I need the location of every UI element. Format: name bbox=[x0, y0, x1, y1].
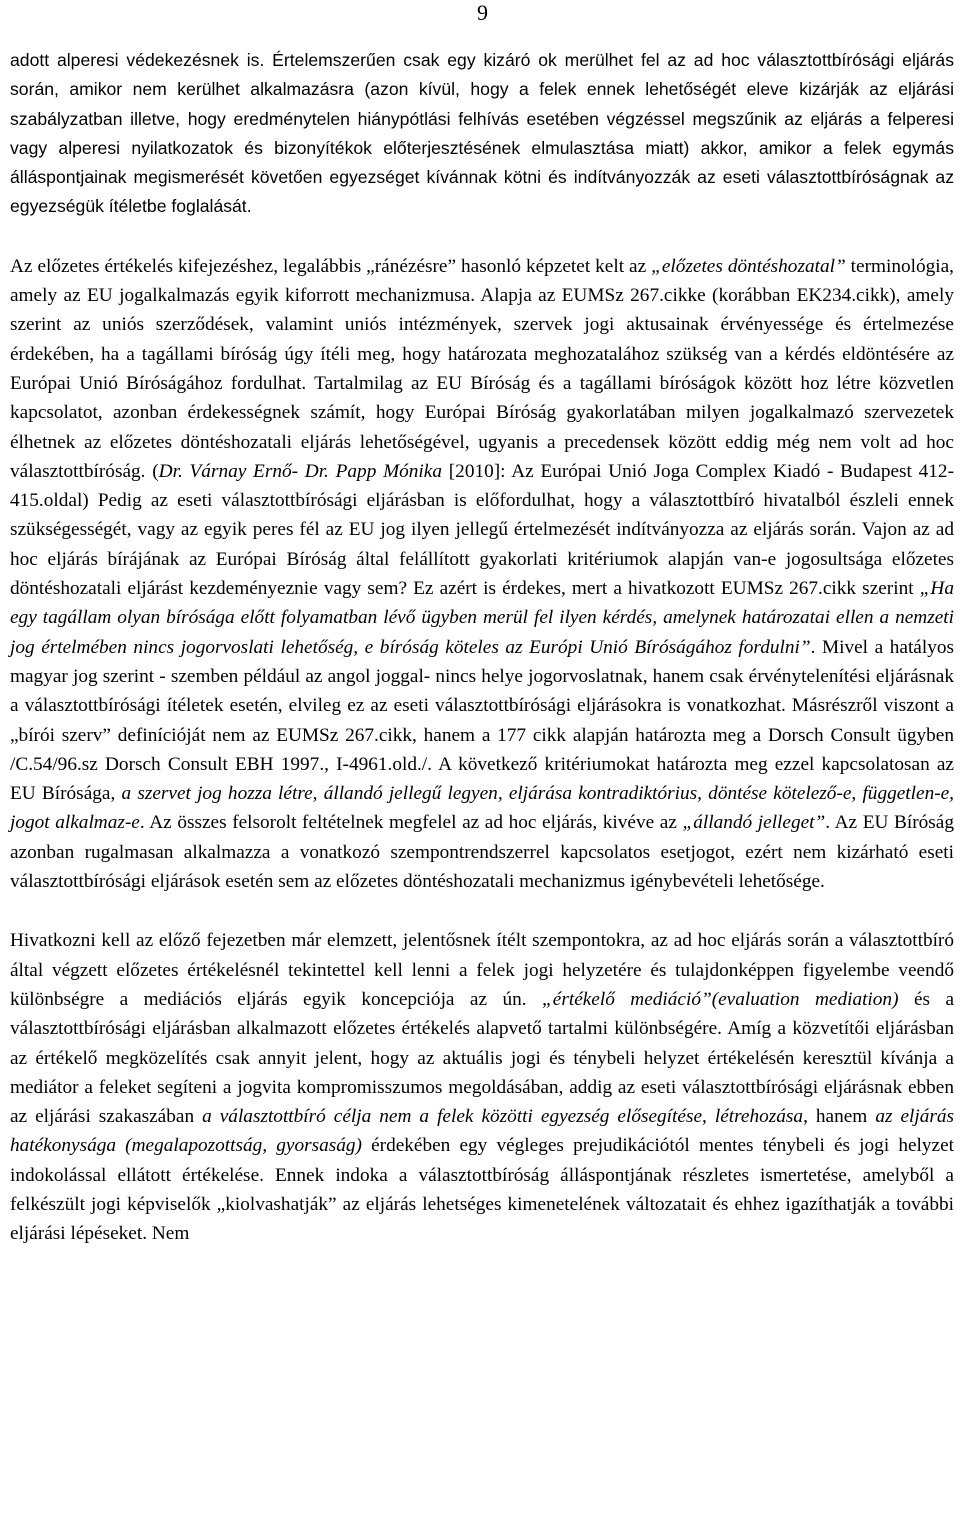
text-run: , bbox=[702, 1106, 715, 1128]
text-run: . Mivel a hatályos magyar jog szerint - szemben például az angol joggal- nincs helye jogorvoslatnak, hanem csak érvénytelenítési eljárásnak a választottbírósági ítéletek esetén, elvileg ez az eseti választottbírósági eljárásokra is vonatkozhat. Másrészről viszont a „bírói szerv” definícióját nem az EUMSz 267.cikk, hanem a 177 cikk alapján határozta meg a Dorsch Consult ügyben /C.54/96.sz Dorsch Consult EBH 1997., I-4961.old./. A következő kritériumokat határozta meg ezzel kapcsolatosan az EU Bírósága, bbox=[10, 636, 954, 805]
text-run: érdekében egy végleges prejudikációtól mentes ténybeli és jogi helyzet indokolással ellátott értékelése. Ennek indoka a választottbíróság álláspontjának részletes ismertetése, amelyből a felkészült jogi képviselők „kiolvashatják” az eljárás lehetséges kimenetelének változatait és ehhez igazíthatják a további eljárási lépéseket. Nem bbox=[10, 1135, 954, 1245]
document-body bbox=[10, 46, 954, 1249]
text-run: Az előzetes értékelés kifejezéshez, legalábbis „ránézésre” hasonló képzetet kelt az bbox=[10, 255, 652, 277]
text-run: és a választottbírósági eljárásban alkalmazott előzetes értékelés alapvető tartalmi különbségére. Amíg a közvetítői eljárásban az értékelő megközelítés csak annyit jelent, hogy az aktuális jogi és ténybeli helyzet értékelésén keresztül kívánja a mediátor a feleket segíteni a jogvita kompromisszumos megoldásában, addig az eseti választottbírósági eljárásnak ebben az eljárási szakaszában bbox=[10, 988, 955, 1128]
italic-text-run: Dr. Várnay Ernő- Dr. Papp Mónika bbox=[158, 460, 442, 482]
paragraph-1 bbox=[10, 46, 954, 222]
italic-text-run: a szervet jog hozza létre, állandó jellegű legyen, eljárása kontradiktórius, döntése kötelező-e, független-e, jogot alkalmaz-e bbox=[10, 783, 955, 834]
text-run: terminológia, amely az EU jogalkalmazás egyik kiforrott mechanizmusa. Alapja az EUMSz 267.cikke (korábban EK234.cikk), amely szerint az uniós szerződések, valamint uniós intézmények, szervek jogi aktusainak érvényessége és értelmezése érdekében, ha a tagállami bíróság úgy ítéli meg, hogy határozata meghozatalához szükség van a kérdés eldöntésére az Európai Unió Bíróságához fordulhat. Tartalmilag az EU Bíróság és a tagállami bíróságok között hoz létre közvetlen kapcsolatot, azonban érdekességnek számít, hogy Európai Bíróság gyakorlatában milyen jogalkalmazó szervezetek élhetnek az előzetes döntéshozatali eljárás lehetőségével, ugyanis a precedensek között eddig még nem volt ad hoc választottbíróság. ( bbox=[10, 255, 954, 482]
page-number: 9 bbox=[477, 0, 488, 25]
text-run: adott alperesi védekezésnek is. Értelemszerűen csak egy kizáró ok merülhet fel az ad hoc választottbírósági eljárás során, amikor nem kerülhet alkalmazásra (azon kívül, hogy a felek ennek lehetőségét eleve kizárják az eljárási szabályzatban illetve, hogy eredménytelen hiánypótlási felhívás esetében végzéssel megszűnik az eljárás a felperesi vagy alperesi nyilatkozatok és bizonyítékok előterjesztésének elmulasztása miatt) akkor, amikor a felek egymás álláspontjainak megismerését követően egyezséget kívánnak kötni és indítványozzák az eseti választottbíróságnak az egyezségük ítéletbe foglalását. bbox=[10, 50, 954, 217]
italic-text-run: „állandó jelleget” bbox=[682, 812, 826, 834]
text-run: [2010]: Az Európai Unió Joga Complex Kiadó - Budapest 412-415.oldal) Pedig az eseti választottbírósági eljárásban is előfordulhat, hogy a választottbíró hivatalból észleli ennek szükségességét, vagy az egyik peres fél az EU jog ilyen jellegű értelmezését indítványozza az eljárás során. Vajon az ad hoc eljárás bírájának az Európai Bíróság által felállított gyakorlati kritériumok alapján van-e jogosultsága előzetes döntéshozatali eljárást kezdeményeznie vagy sem? Ez azért is érdekes, mert a hivatkozott EUMSz 267.cikk szerint bbox=[10, 460, 954, 600]
italic-text-run: az eljárás hatékonysága (megalapozottság, gyorsaság) bbox=[10, 1106, 955, 1157]
text-run: , hanem bbox=[803, 1106, 876, 1128]
text-run: . Az összes felsorolt feltételnek megfelel az ad hoc eljárás, kivéve az bbox=[139, 812, 683, 834]
italic-text-run: „előzetes döntéshozatal” bbox=[651, 255, 846, 277]
paragraph-2 bbox=[10, 252, 954, 897]
text-run: . Az EU Bíróság azonban rugalmasan alkalmazza a vonatkozó szempontrendszerrel kapcsolatos esetjogot, ezért nem kizárható eseti választottbírósági eljárások esetén sem az előzetes döntéshozatali mechanizmus igénybevételi lehetősége. bbox=[10, 812, 954, 893]
italic-text-run: „értékelő mediáció”(evaluation mediation) bbox=[542, 988, 899, 1010]
italic-text-run: a választottbíró célja nem a felek közötti egyezség elősegítése bbox=[202, 1106, 703, 1128]
italic-text-run: „Ha egy tagállam olyan bírósága előtt folyamatban lévő ügyben merül fel ilyen kérdés, amelynek határozatai ellen a nemzeti jog értelmében nincs jogorvoslati lehetőség, e bíróság köteles az Európi Unió Bíróságához fordulni” bbox=[10, 578, 954, 658]
italic-text-run: létrehozása bbox=[714, 1106, 804, 1128]
text-run: Hivatkozni kell az előző fejezetben már elemzett, jelentősnek ítélt szempontokra, az ad hoc eljárás során a választottbíró által végzett előzetes értékelésnél tekintettel kell lenni a felek jogi helyzetére és tulajdonképpen figyelembe veendő különbségre a mediációs eljárás egyik koncepciója az ún. bbox=[10, 930, 954, 1010]
paragraph-3 bbox=[10, 926, 954, 1248]
